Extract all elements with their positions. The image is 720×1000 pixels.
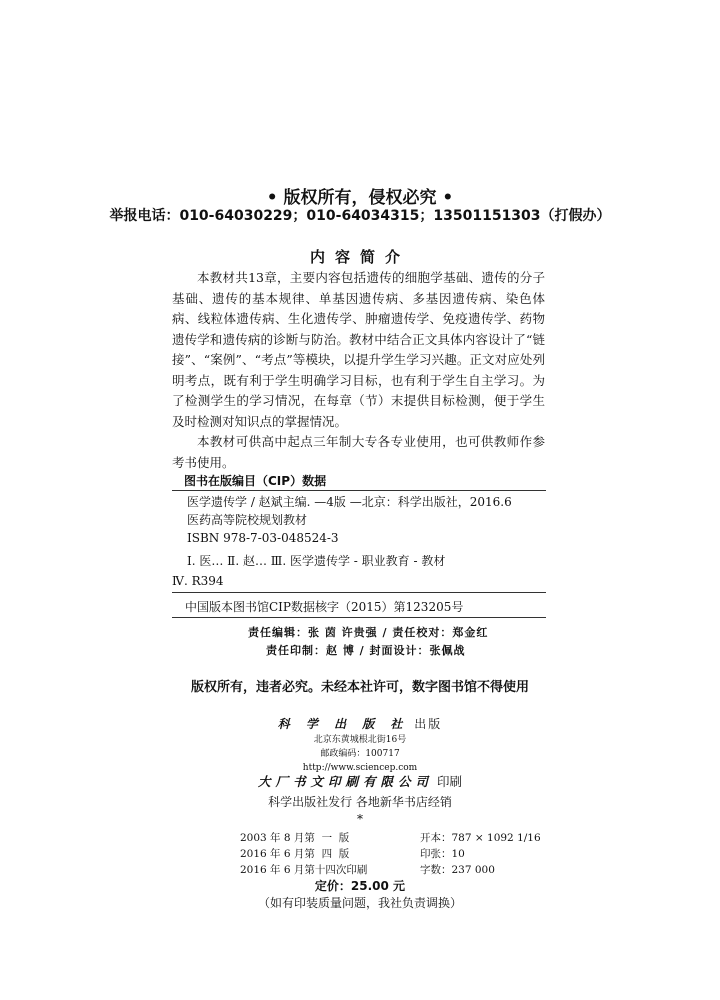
publisher-address: 北京东黄城根北街16号 — [313, 735, 407, 745]
printer — [0, 772, 720, 790]
editors-line: 责任编辑：张 茵 许贵强 / 责任校对：郑金红 — [248, 626, 489, 639]
printer-suffix: 印刷 — [436, 774, 462, 789]
printer-name: 大厂书文印刷有限公司 — [257, 774, 433, 789]
cip-divider — [172, 490, 546, 491]
cip-record — [187, 493, 512, 547]
publisher-website: http://www.sciencep.com — [302, 763, 418, 773]
edition-date: 2003 年 8 月第 一 版 — [240, 832, 350, 844]
publisher-suffix: 出版 — [414, 717, 443, 731]
intro-title: 内容简介 — [309, 248, 410, 266]
cip-subject-line: Ⅰ. 医… Ⅱ. 赵… Ⅲ. 医学遗传学 - 职业教育 - 教材 — [187, 554, 446, 568]
cip-line: 医学遗传学 / 赵斌主编. —4版 —北京：科学出版社，2016.6 — [187, 495, 512, 509]
publisher-postcode: 邮政编码：100717 — [320, 749, 400, 759]
edition-spec: 字数：237 000 — [420, 864, 495, 876]
cip-title: 图书在版编目（CIP）数据 — [184, 474, 327, 488]
edition-row — [240, 862, 541, 878]
edition-row — [240, 846, 541, 862]
copyright-title: • 版权所有，侵权必究 • — [266, 188, 454, 208]
edition-date: 2016 年 6 月第 四 版 — [240, 848, 350, 860]
intro-body — [172, 268, 545, 473]
cip-divider — [172, 617, 546, 618]
edition-row — [240, 830, 541, 846]
edition-spec: 印张：10 — [420, 848, 465, 860]
rights-notice: 版权所有，违者必究。未经本社许可，数字图书馆不得使用 — [190, 680, 529, 695]
report-phone: 举报电话：010-64030229；010-64034315；13501151303（打假办） — [109, 208, 611, 224]
cip-line: ISBN 978-7-03-048524-3 — [187, 531, 339, 545]
publisher-name: 科 学 出 版 社 — [277, 717, 409, 731]
price: 定价：25.00 元 — [314, 879, 406, 893]
edition-date: 2016 年 6 月第十四次印刷 — [240, 864, 368, 876]
cip-line: 医药高等院校规划教材 — [187, 513, 308, 527]
cip-divider — [172, 592, 546, 593]
editors-line: 责任印制：赵 博 / 封面设计：张佩战 — [266, 644, 466, 657]
publisher-address-block — [0, 733, 720, 775]
cip-subjects — [172, 551, 445, 591]
intro-paragraph: 本教材可供高中起点三年制大专各专业使用，也可供教师作参考书使用。 — [172, 434, 545, 470]
return-note: （如有印装质量问题，我社负责调换） — [257, 896, 462, 910]
edition-table — [240, 830, 541, 878]
separator-star: * — [357, 812, 363, 826]
cip-check-number: 中国版本图书馆CIP数据核字（2015）第123205号 — [185, 600, 464, 614]
distributor: 科学出版社发行 各地新华书店经销 — [268, 795, 452, 809]
edition-spec: 开本：787 × 1092 1/16 — [420, 832, 541, 844]
cip-subject-line: Ⅳ. R394 — [172, 574, 224, 588]
publisher — [0, 715, 720, 732]
intro-paragraph: 本教材共13章，主要内容包括遗传的细胞学基础、遗传的分子基础、遗传的基本规律、单基因遗传病、多基因遗传病、染色体病、线粒体遗传病、生化遗传学、肿瘤遗传学、免疫遗传学、药物遗传学和遗传病的诊断与防治。教材中结合正文具体内容设计了“链接”、“案例”、“考点”等模块，以提升学生学习兴趣。正文对应处列明考点，既有利于学生明确学习目标，也有利于学生自主学习。为了检测学生的学习情况，在每章（节）末提供目标检测，便于学生及时检测对知识点的掌握情况。 — [172, 270, 545, 429]
